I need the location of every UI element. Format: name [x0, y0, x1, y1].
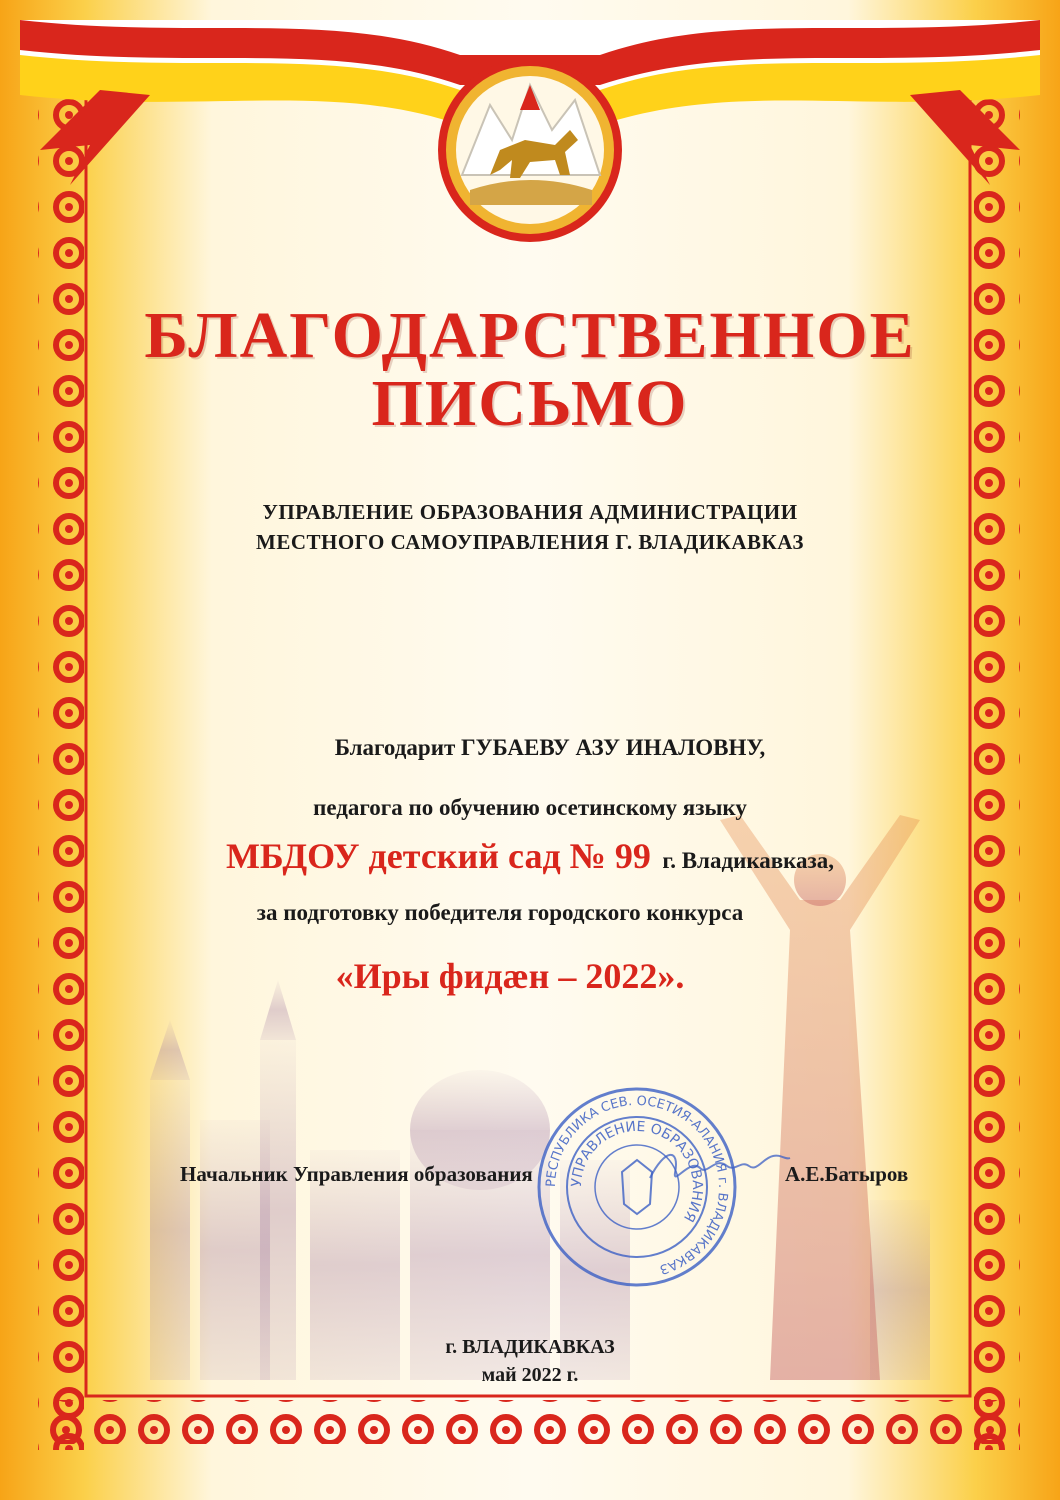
- institution-line: [0, 835, 1060, 877]
- handwritten-signature: [645, 1138, 795, 1198]
- bottom-ornament-band: [40, 1400, 1020, 1444]
- recipient-role: педагога по обучению осетинскому языку: [313, 795, 747, 820]
- award-reason: за подготовку победителя городского конкурса: [256, 900, 744, 925]
- issuer-line-1: УПРАВЛЕНИЕ ОБРАЗОВАНИЯ АДМИНИСТРАЦИИ: [262, 500, 798, 524]
- signer-name: А.Е.Батыров: [785, 1162, 909, 1186]
- issue-city: г. ВЛАДИКАВКАЗ: [445, 1336, 615, 1358]
- letter-title-line-2: ПИСЬМО: [371, 367, 689, 440]
- recipient-line: Благодарит ГУБАЕВУ АЗУ ИНАЛОВНУ,: [334, 735, 766, 760]
- letter-title-line-1: БЛАГОДАРСТВЕННОЕ: [144, 299, 916, 372]
- issue-date: май 2022 г.: [481, 1364, 579, 1386]
- stamp-inner-text: УПРАВЛЕНИЕ ОБРАЗОВАНИЯ: [568, 1118, 706, 1225]
- right-ornament-band: [974, 90, 1020, 1450]
- contest-name: «Иры фидæн – 2022».: [335, 956, 685, 996]
- institution-city: г. Владикавказа,: [662, 848, 835, 873]
- stamp-outer-text: РЕСПУБЛИКА СЕВ. ОСЕТИЯ-АЛАНИЯ г. ВЛАДИКАВКАЗ: [543, 1093, 731, 1277]
- issuer-line-2: МЕСТНОГО САМОУПРАВЛЕНИЯ Г. ВЛАДИКАВКАЗ: [256, 530, 804, 554]
- institution-name: МБДОУ детский сад № 99: [225, 836, 651, 876]
- left-ornament-band: [38, 90, 84, 1450]
- signer-position: Начальник Управления образования: [180, 1162, 533, 1186]
- north-ossetia-coat-of-arms-icon: [438, 58, 622, 242]
